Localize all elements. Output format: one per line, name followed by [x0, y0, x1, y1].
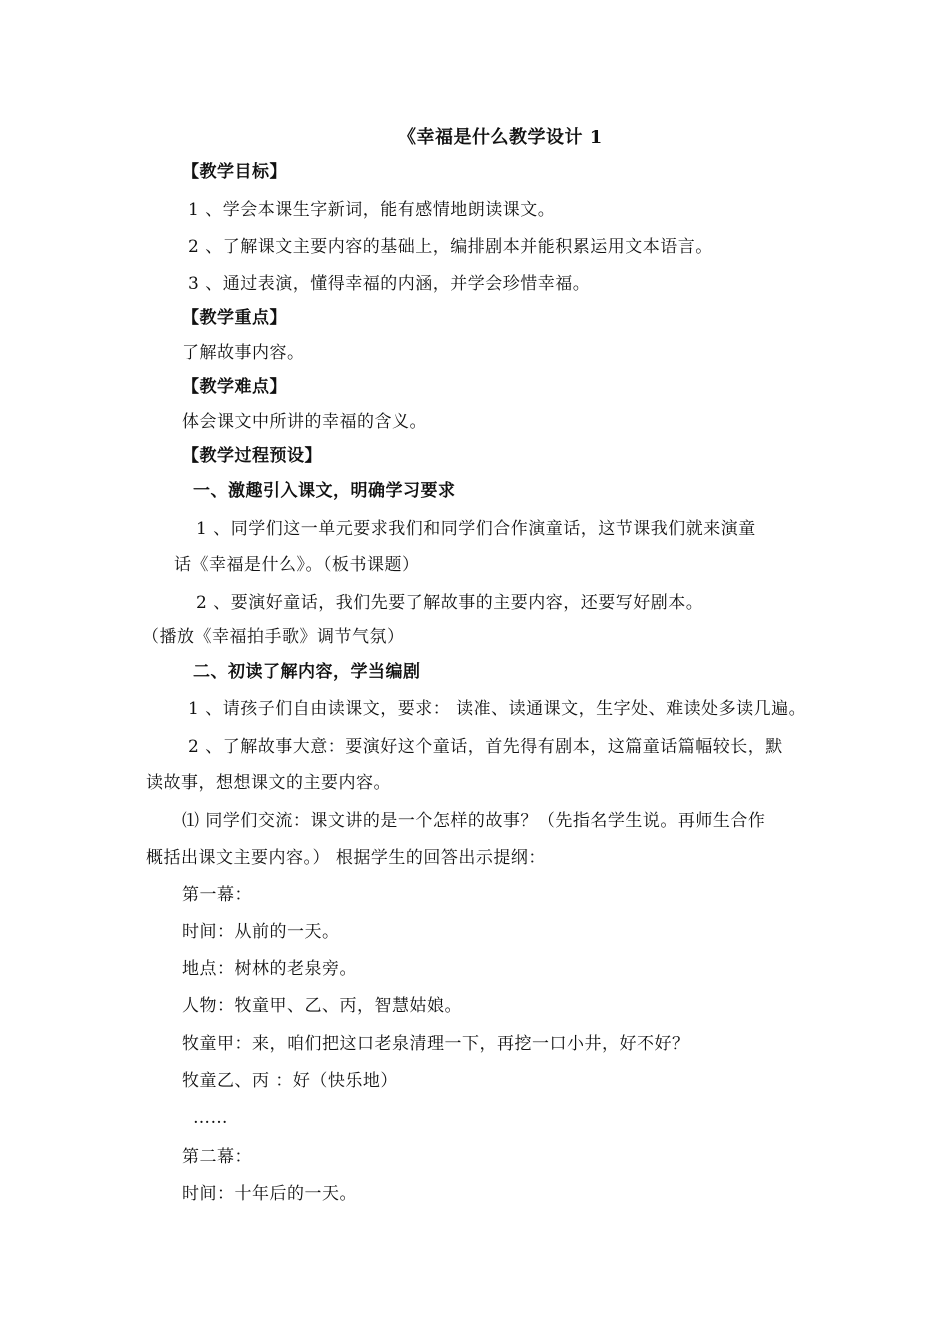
paragraph-line: 2 、了解课文主要内容的基础上，编排剧本并能积累运用文本语言。 — [188, 237, 713, 257]
script-line: 时间：十年后的一天。 — [182, 1184, 357, 1204]
paragraph-line: 概括出课文主要内容。） 根据学生的回答出示提纲： — [146, 848, 546, 868]
script-line: 牧童乙、丙 ：好（快乐地） — [182, 1071, 398, 1091]
paragraph-line: 体会课文中所讲的幸福的含义。 — [182, 412, 427, 432]
section-heading-process: 【教学过程预设】 — [182, 446, 322, 466]
section-heading-key-points: 【教学重点】 — [182, 308, 287, 328]
subheading-part-one: 一、激趣引入课文，明确学习要求 — [193, 481, 456, 501]
paragraph-line: 1 、同学们这一单元要求我们和同学们合作演童话，这节课我们就来演童 — [196, 519, 756, 539]
script-line: 时间：从前的一天。 — [182, 922, 340, 942]
script-line: 地点：树林的老泉旁。 — [182, 959, 357, 979]
paragraph-line: 了解故事内容。 — [182, 343, 305, 363]
section-heading-objectives: 【教学目标】 — [182, 162, 287, 182]
section-heading-difficulties: 【教学难点】 — [182, 377, 287, 397]
script-line: 牧童甲：来，咱们把这口老泉清理一下，再挖一口小井，好不好？ — [182, 1034, 690, 1054]
paragraph-line: 2 、要演好童话，我们先要了解故事的主要内容，还要写好剧本。 — [196, 593, 704, 613]
paragraph-line: 3 、通过表演，懂得幸福的内涵，并学会珍惜幸福。 — [188, 274, 591, 294]
script-line: 第一幕： — [182, 885, 252, 905]
paragraph-line: （播放《幸福拍手歌》调节气氛） — [142, 627, 405, 647]
script-line: 第二幕： — [182, 1147, 252, 1167]
paragraph-line: ⑴ 同学们交流：课文讲的是一个怎样的故事？（先指名学生说。再师生合作 — [182, 811, 766, 831]
paragraph-line: 2 、了解故事大意：要演好这个童话，首先得有剧本，这篇童话篇幅较长，默 — [188, 737, 783, 757]
ellipsis-line: …… — [193, 1108, 228, 1128]
subheading-part-two: 二、初读了解内容，学当编剧 — [193, 662, 421, 682]
paragraph-line: 读故事，想想课文的主要内容。 — [146, 773, 391, 793]
paragraph-line: 话《幸福是什么》。（板书课题） — [174, 555, 420, 575]
script-line: 人物：牧童甲、乙、丙，智慧姑娘。 — [182, 996, 462, 1016]
paragraph-line: 1 、请孩子们自由读课文，要求： 读准、读通课文，生字处、难读处多读几遍。 — [188, 699, 807, 719]
document-title: 《幸福是什么教学设计 1 — [398, 127, 603, 148]
paragraph-line: 1 、学会本课生字新词，能有感情地朗读课文。 — [188, 200, 556, 220]
